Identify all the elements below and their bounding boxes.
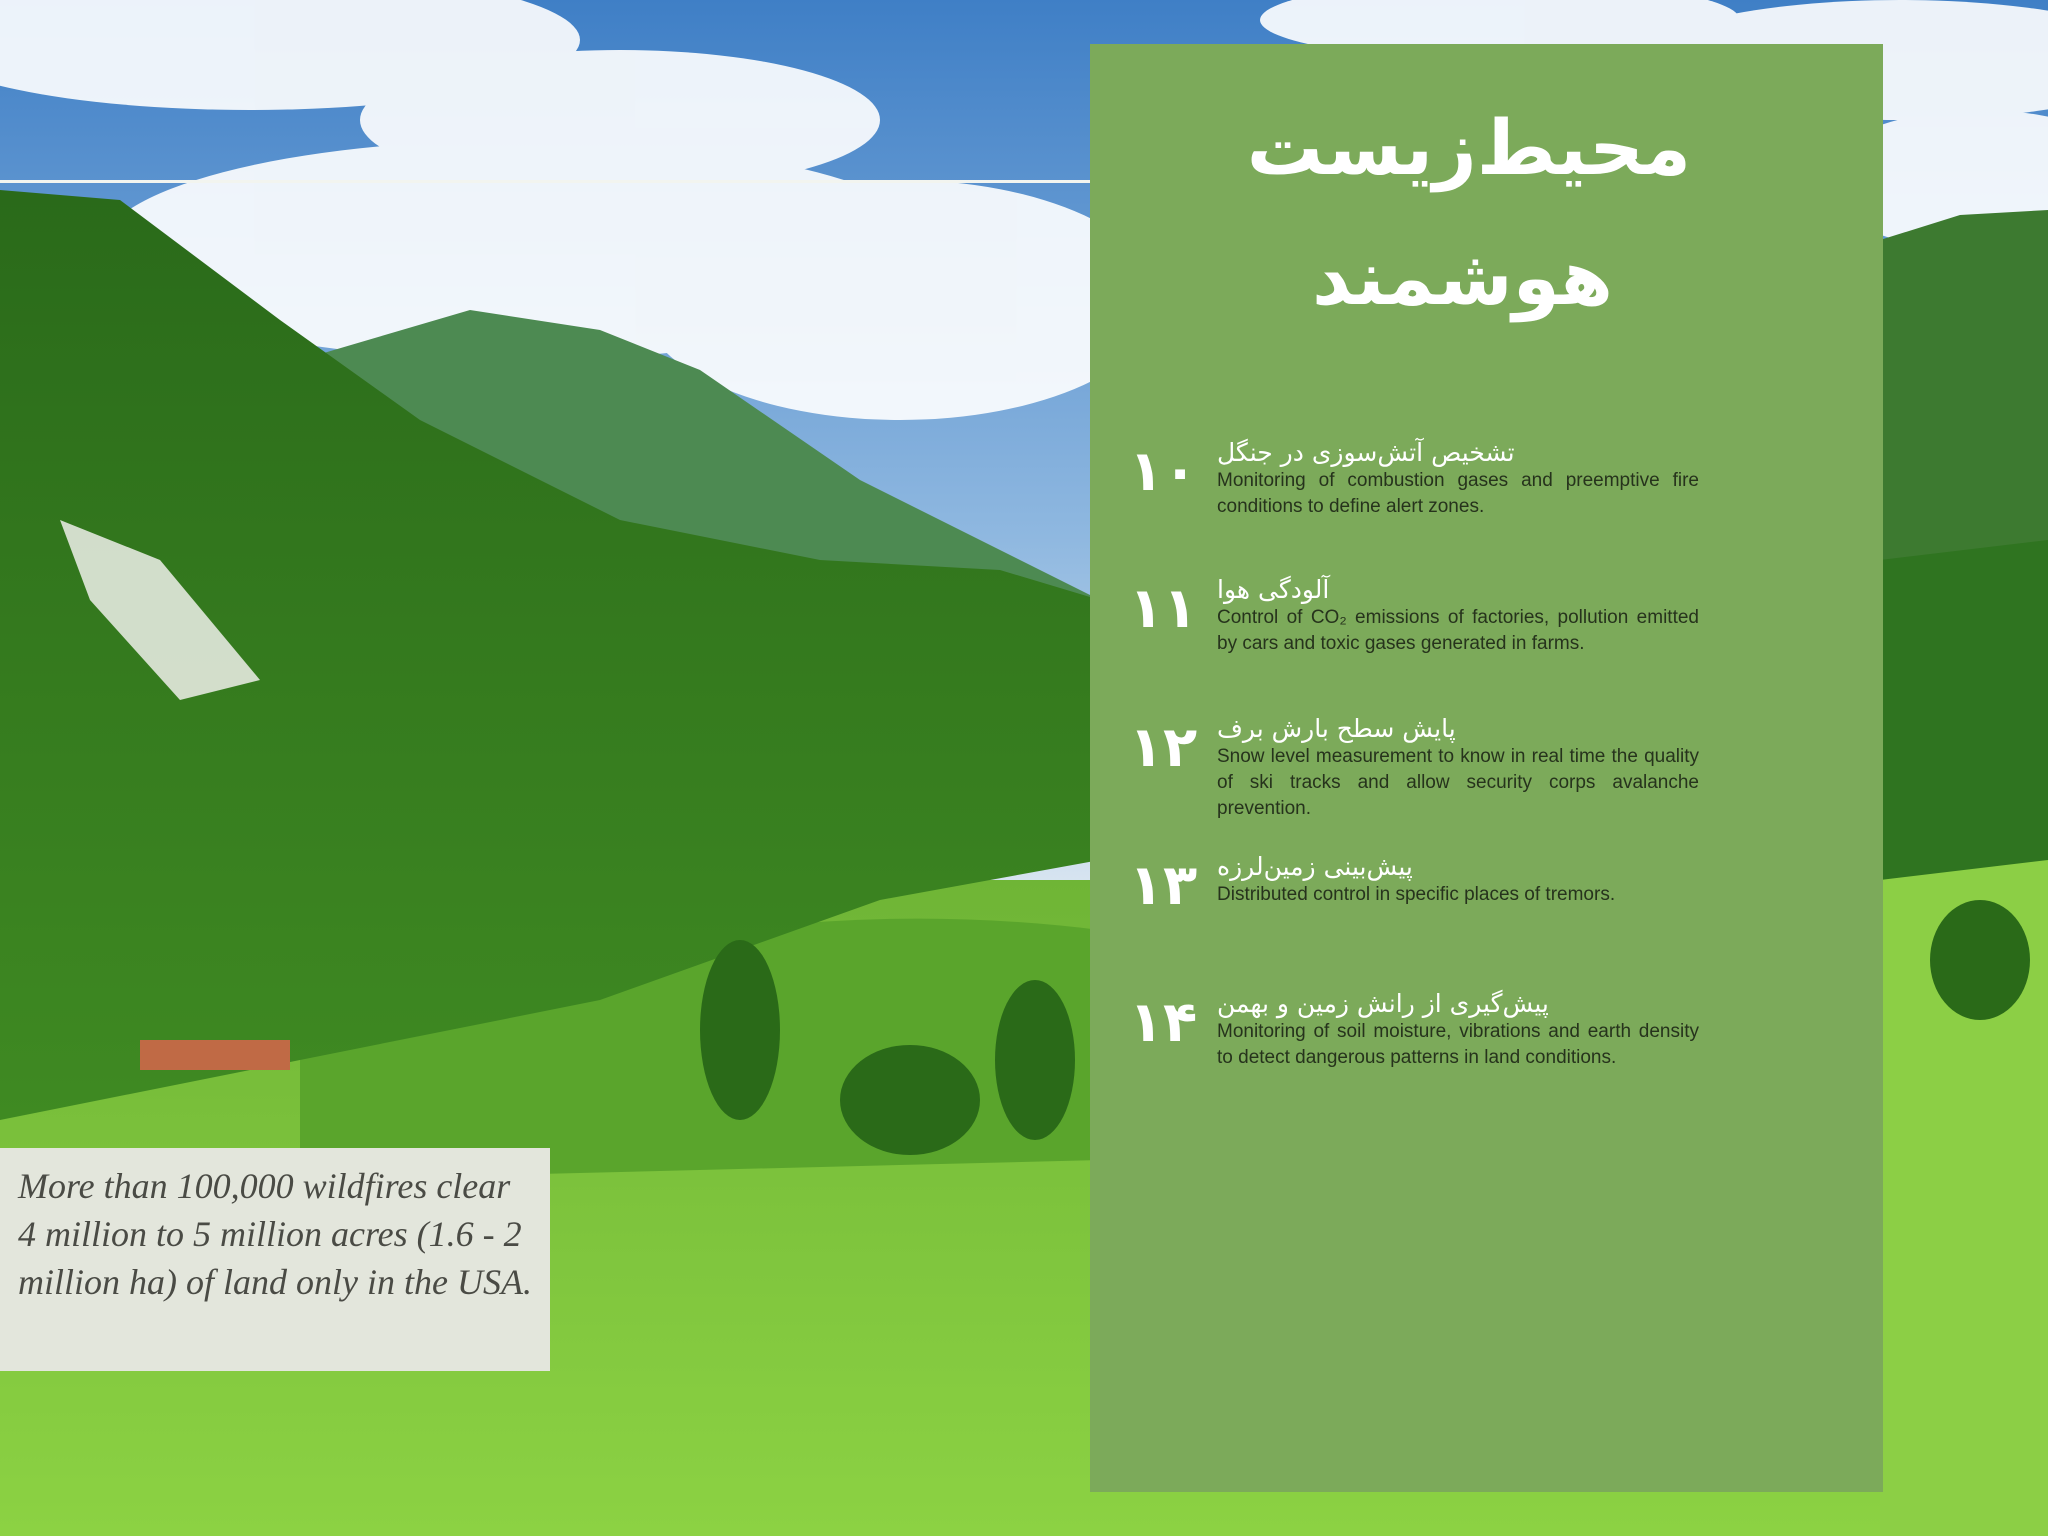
item-description: Monitoring of soil moisture, vibrations and earth density to detect dangerous patterns in land conditions.	[1217, 1021, 1699, 1068]
item-title: پیش‌بینی زمین‌لرزه	[1217, 852, 1413, 881]
item-title: تشخیص آتش‌سوزی در جنگل	[1217, 438, 1515, 467]
item-description: Monitoring of combustion gases and preemptive fire conditions to define alert zones.	[1217, 470, 1699, 517]
item-description: Distributed control in specific places of tremors.	[1217, 884, 1616, 905]
item-number: ۱۰	[1128, 439, 1198, 504]
item-title: پیش‌گیری از رانش زمین و بهمن	[1217, 989, 1549, 1018]
info-panel	[1090, 44, 1883, 1492]
quote-text: More than 100,000 wildfires clear 4 million to 5 million acres (1.6 - 2 million ha) of land only in the USA.	[18, 1166, 532, 1302]
item-title: پایش سطح بارش برف	[1217, 714, 1456, 743]
panel-title-line1: محیط‌زیست	[1246, 103, 1691, 192]
item-number: ۱۲	[1128, 715, 1198, 780]
item-number: ۱۱	[1128, 576, 1198, 641]
item-number: ۱۴	[1128, 990, 1198, 1055]
panel-title-line2: هوشمند	[1312, 233, 1613, 322]
item-description: Control of CO₂ emissions of factories, pollution emitted by cars and toxic gases generated in farms.	[1217, 607, 1699, 654]
quote-box	[0, 1148, 550, 1371]
item-description: Snow level measurement to know in real time the quality of ski tracks and allow security corps avalanche prevention.	[1217, 746, 1699, 819]
item-number: ۱۳	[1128, 853, 1198, 918]
item-title: آلودگی هوا	[1217, 575, 1330, 604]
